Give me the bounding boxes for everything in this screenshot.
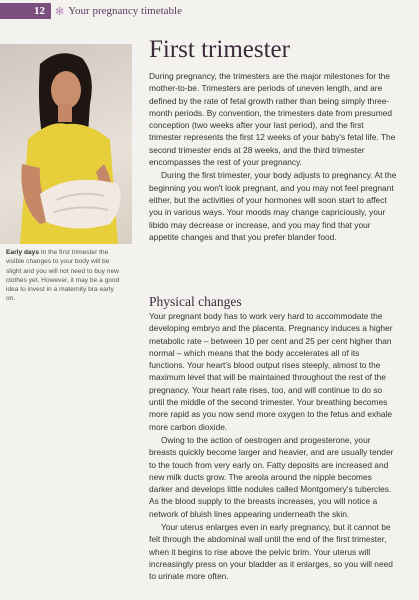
running-header	[0, 0, 200, 22]
paragraph: During the first trimester, your body adjusts to pregnancy. At the beginning you won't look pregnant, and you may not feel pregnant either, but the activities of your hormones will soon start to affect you in various ways. Your moods may change capriciously, your libido may decrease or increase, and you may find that your appetite changes and that you prefer blander food.	[149, 170, 397, 242]
paragraph: Your pregnant body has to work very hard to accommodate the developing embryo and the placenta. Pregnancy induces a higher metabolic rate – between 10 per cent and 25 per cent higher than normal – which means that the body accelerates all of its functions. Your heart's blood output rises steeply, almost to the maximum level that will be maintained throughout the rest of the pregnancy. Your heart rate rises, too, and will continue to do so until the middle of the second trimester. Your breathing becomes more rapid as you now send more oxygen to the fetus and exhale more carbon dioxide.	[149, 311, 393, 432]
section-text	[149, 310, 397, 584]
section-heading: Physical changes	[149, 294, 242, 309]
photo-illustration	[0, 44, 132, 244]
photo-woman-holding-baby-clothes	[0, 44, 132, 244]
intro-text	[149, 70, 397, 244]
caption-lead: Early days	[6, 249, 39, 256]
article-title: First trimester	[149, 36, 290, 63]
asterisk-icon: ✻	[55, 5, 65, 18]
photo-caption	[6, 248, 124, 304]
running-title: Your pregnancy timetable	[68, 5, 182, 17]
paragraph: During pregnancy, the trimesters are the major milestones for the mother-to-be. Trimesters are periods of uneven length, and are defined by the rate of fetal growth rather than being simply three-month periods. By convention, the trimesters date from presumed conception (two weeks after your last period), and the first trimester represents the first 12 weeks of your baby's fetal life. The second trimester ends at 28 weeks, and the third trimester encompasses the rest of your pregnancy.	[149, 71, 396, 168]
page-number: 12	[0, 3, 51, 19]
paragraph: Owing to the action of oestrogen and progesterone, your breasts quickly become larger and heavier, and are usually tender to the touch from very early on. Fatty deposits are increased and new milk ducts grow. The areola around the nipple becomes darker and develops little nodules called Montgomery's tubercles. As the blood supply to the breasts increases, you will notice a network of bluish lines appearing underneath the skin.	[149, 434, 394, 519]
caption-body: In the first trimester the visible changes to your body will be slight and you will not need to buy new clothes yet. However, it may be a good idea to invest in a maternity bra early on.	[6, 249, 120, 303]
paragraph: Your uterus enlarges even in early pregnancy, but it cannot be felt through the abdominal wall until the end of the first trimester, when it begins to rise above the pelvic brim. Your uterus will increasingly press on your bladder as it enlarges, so you will need to urinate more often.	[149, 522, 393, 582]
